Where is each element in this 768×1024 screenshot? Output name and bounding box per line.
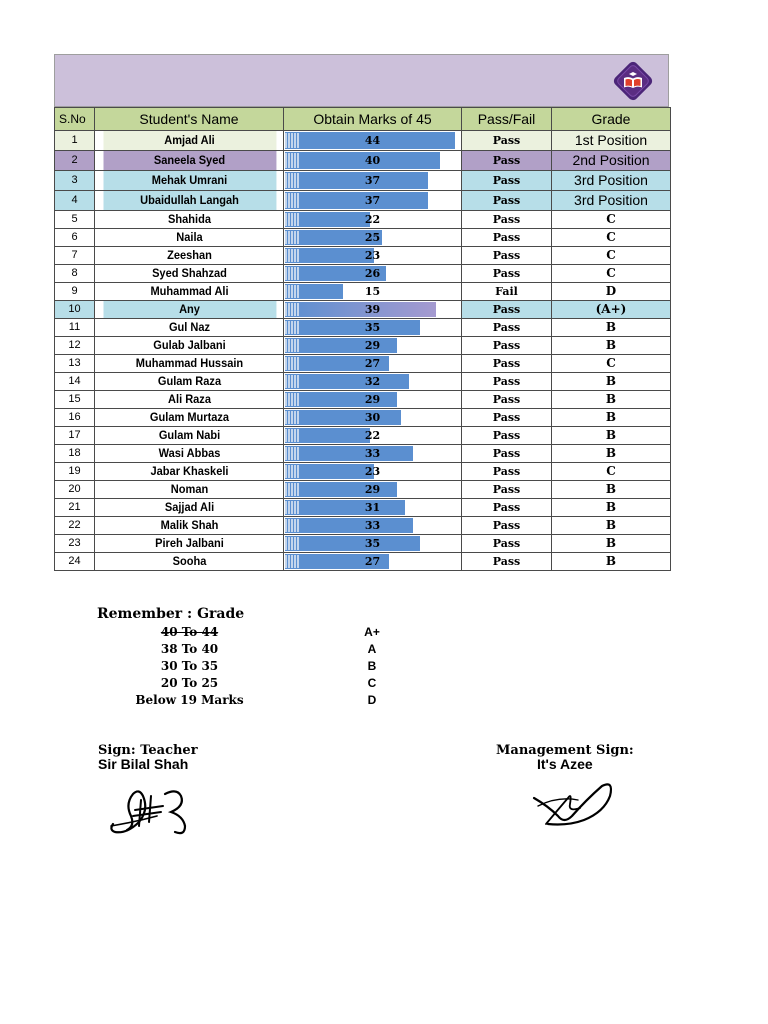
cell-student-name: Gul Naz [102,319,276,337]
cell-sno: 20 [55,481,95,499]
management-signature-block [496,743,634,772]
cell-obtain-marks [284,463,462,481]
header-grade: Grade [552,108,671,131]
cell-pass-fail: Pass [462,301,552,319]
cell-sno: 1 [55,131,95,151]
marks-value: 27 [364,555,381,568]
table-row [55,553,671,571]
cell-student-name: Ubaidullah Langah [102,191,276,211]
cell-sno: 4 [55,191,95,211]
cell-sno: 17 [55,427,95,445]
management-handwritten-signature [528,776,618,830]
management-name: It's Azee [537,756,593,772]
cell-obtain-marks [284,211,462,229]
cell-grade: B [552,535,671,553]
cell-sno: 18 [55,445,95,463]
grade-legend [97,606,437,710]
cell-pass-fail: Pass [462,373,552,391]
cell-sno: 8 [55,265,95,283]
cell-student-name: Any [102,301,276,319]
cell-obtain-marks [284,131,462,151]
cell-grade: 2nd Position [552,151,671,171]
cell-obtain-marks [284,337,462,355]
table-row [55,211,671,229]
cell-student-name: Gulam Murtaza [102,409,276,427]
marks-value: 22 [364,429,381,442]
cell-pass-fail: Pass [462,499,552,517]
cell-student-name: Muhammad Ali [102,283,276,301]
marks-value: 29 [364,339,381,352]
legend-range: 20 To 25 [160,676,219,690]
cell-sno: 13 [55,355,95,373]
legend-range: 30 To 35 [160,659,219,673]
cell-sno: 7 [55,247,95,265]
header-sno: S.No [55,108,95,131]
teacher-signature-block [98,743,198,772]
cell-student-name: Zeeshan [102,247,276,265]
table-row [55,517,671,535]
table-row [55,355,671,373]
cell-sno: 19 [55,463,95,481]
table-row [55,171,671,191]
management-sign-title: Management Sign: [496,743,634,758]
cell-pass-fail: Pass [462,319,552,337]
cell-pass-fail: Pass [462,265,552,283]
teacher-sign-title: Sign: Teacher [98,743,198,758]
cell-obtain-marks [284,151,462,171]
marks-value: 26 [364,267,381,280]
cell-obtain-marks [284,319,462,337]
table-row [55,499,671,517]
cell-student-name: Sooha [102,553,276,571]
table-row [55,373,671,391]
cell-student-name: Noman [102,481,276,499]
marks-value: 15 [364,285,381,298]
marks-value: 23 [364,249,381,262]
cell-student-name: Amjad Ali [102,131,276,151]
cell-obtain-marks [284,409,462,427]
cell-pass-fail: Pass [462,463,552,481]
table-row [55,481,671,499]
cell-obtain-marks [284,391,462,409]
table-row [55,409,671,427]
legend-range: 40 To 44 [160,625,219,639]
table-row [55,319,671,337]
cell-student-name: Shahida [102,211,276,229]
marks-value: 29 [364,483,381,496]
marks-value: 30 [364,411,381,424]
cell-pass-fail: Pass [462,337,552,355]
cell-grade: C [552,265,671,283]
header-pass-fail: Pass/Fail [462,108,552,131]
cell-grade: C [552,247,671,265]
marks-value: 37 [364,174,381,187]
cell-sno: 24 [55,553,95,571]
marks-value: 33 [364,447,381,460]
teacher-name: Sir Bilal Shah [98,756,189,772]
cell-sno: 5 [55,211,95,229]
marks-value: 33 [364,519,381,532]
table-row [55,445,671,463]
cell-pass-fail: Pass [462,229,552,247]
cell-obtain-marks [284,171,462,191]
cell-student-name: Saneela Syed [102,151,276,171]
cell-pass-fail: Pass [462,445,552,463]
student-marks-table [54,107,671,571]
cell-pass-fail: Pass [462,247,552,265]
cell-sno: 21 [55,499,95,517]
cell-obtain-marks [284,535,462,553]
table-row [55,463,671,481]
cell-grade: B [552,409,671,427]
cell-sno: 10 [55,301,95,319]
cell-pass-fail: Pass [462,535,552,553]
cell-grade: B [552,337,671,355]
cell-sno: 11 [55,319,95,337]
cell-obtain-marks [284,499,462,517]
legend-grade: D [367,693,377,707]
title-banner [54,54,669,107]
cell-grade: (A+) [552,301,671,319]
cell-grade: B [552,517,671,535]
cell-grade: B [552,427,671,445]
legend-row [97,676,437,693]
legend-range: Below 19 Marks [135,693,244,707]
table-row [55,337,671,355]
cell-grade: B [552,373,671,391]
cell-pass-fail: Pass [462,481,552,499]
cell-student-name: Muhammad Hussain [102,355,276,373]
cell-obtain-marks [284,445,462,463]
cell-pass-fail: Pass [462,151,552,171]
marks-value: 35 [364,321,381,334]
cell-obtain-marks [284,301,462,319]
cell-grade: 3rd Position [552,191,671,211]
cell-sno: 9 [55,283,95,301]
cell-obtain-marks [284,229,462,247]
marks-value: 31 [364,501,381,514]
cell-pass-fail: Pass [462,171,552,191]
legend-grade: C [367,676,377,690]
cell-obtain-marks [284,553,462,571]
cell-grade: C [552,463,671,481]
cell-obtain-marks [284,283,462,301]
cell-student-name: Ali Raza [102,391,276,409]
table-header-row [55,108,671,131]
cell-student-name: Mehak Umrani [102,171,276,191]
cell-obtain-marks [284,481,462,499]
cell-grade: D [552,283,671,301]
legend-row [97,625,437,642]
marks-value: 29 [364,393,381,406]
table-row [55,427,671,445]
table-row [55,391,671,409]
cell-obtain-marks [284,355,462,373]
table-row [55,131,671,151]
cell-student-name: Syed Shahzad [102,265,276,283]
cell-sno: 6 [55,229,95,247]
cell-grade: B [552,481,671,499]
header-student-name: Student's Name [95,108,284,131]
cell-pass-fail: Pass [462,553,552,571]
cell-pass-fail: Pass [462,409,552,427]
cell-student-name: Gulam Raza [102,373,276,391]
legend-grade: A [367,642,377,656]
cell-obtain-marks [284,247,462,265]
marks-value: 22 [364,213,381,226]
marks-value: 37 [364,194,381,207]
cell-student-name: Malik Shah [102,517,276,535]
header-obtain-marks: Obtain Marks of 45 [284,108,462,131]
cell-pass-fail: Pass [462,191,552,211]
marks-value: 35 [364,537,381,550]
cell-sno: 3 [55,171,95,191]
cell-pass-fail: Pass [462,391,552,409]
legend-title: Remember : Grade [97,606,245,622]
cell-obtain-marks [284,191,462,211]
table-row [55,191,671,211]
cell-student-name: Jabar Khaskeli [102,463,276,481]
cell-student-name: Gulab Jalbani [102,337,276,355]
cell-grade: B [552,553,671,571]
cell-pass-fail: Pass [462,517,552,535]
cell-grade: B [552,499,671,517]
cell-grade: 3rd Position [552,171,671,191]
cell-obtain-marks [284,427,462,445]
teacher-handwritten-signature [105,776,195,840]
table-row [55,301,671,319]
cell-obtain-marks [284,373,462,391]
cell-grade: B [552,319,671,337]
marks-value: 32 [364,375,381,388]
cell-obtain-marks [284,265,462,283]
cell-sno: 2 [55,151,95,171]
cell-grade: B [552,445,671,463]
legend-grade: B [367,659,377,673]
cell-sno: 12 [55,337,95,355]
cell-sno: 15 [55,391,95,409]
marks-value: 39 [364,303,381,316]
marks-value: 44 [364,134,381,147]
cell-pass-fail: Pass [462,131,552,151]
table-row [55,265,671,283]
legend-row [97,659,437,676]
cell-obtain-marks [284,517,462,535]
cell-pass-fail: Pass [462,427,552,445]
cell-student-name: Sajjad Ali [102,499,276,517]
legend-range: 38 To 40 [160,642,219,656]
cell-grade: B [552,391,671,409]
cell-grade: 1st Position [552,131,671,151]
table-row [55,229,671,247]
legend-row [97,693,437,710]
cell-student-name: Naila [102,229,276,247]
marks-value: 23 [364,465,381,478]
cell-pass-fail: Fail [462,283,552,301]
table-row [55,283,671,301]
legend-row [97,642,437,659]
cell-student-name: Wasi Abbas [102,445,276,463]
cell-sno: 23 [55,535,95,553]
cell-sno: 22 [55,517,95,535]
cell-pass-fail: Pass [462,355,552,373]
table-row [55,151,671,171]
cell-grade: C [552,229,671,247]
cell-student-name: Gulam Nabi [102,427,276,445]
legend-grade: A+ [364,625,380,639]
marks-value: 40 [364,154,381,167]
cell-sno: 14 [55,373,95,391]
marks-value: 27 [364,357,381,370]
marks-value: 25 [364,231,381,244]
table-row [55,247,671,265]
cell-sno: 16 [55,409,95,427]
table-row [55,535,671,553]
cell-grade: C [552,355,671,373]
cell-pass-fail: Pass [462,211,552,229]
open-book-logo-icon [610,58,656,104]
cell-student-name: Pireh Jalbani [102,535,276,553]
cell-grade: C [552,211,671,229]
